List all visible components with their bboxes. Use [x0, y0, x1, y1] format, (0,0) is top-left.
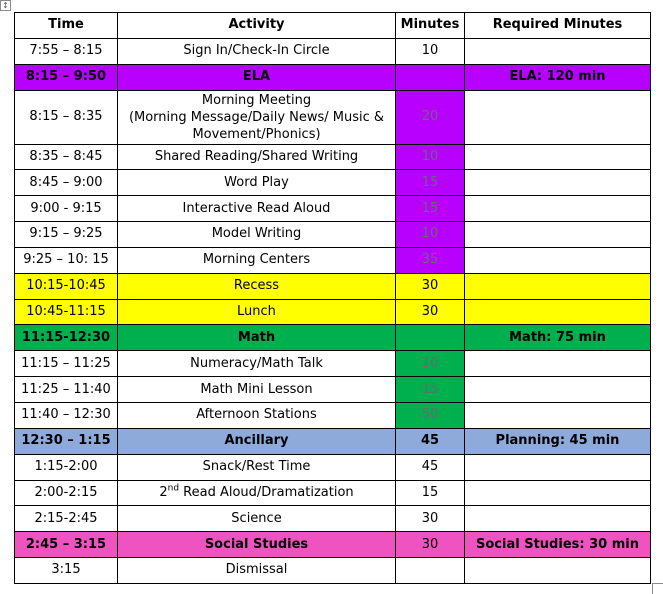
minutes-cell: 30 — [396, 299, 465, 325]
schedule-table — [14, 12, 651, 584]
activity-cell: Sign In/Check-In Circle — [118, 38, 396, 64]
required-cell — [465, 273, 651, 299]
minutes-cell: 10 — [396, 222, 465, 248]
minutes-cell — [396, 325, 465, 351]
table-row — [15, 506, 651, 532]
required-cell: Math: 75 min — [465, 325, 651, 351]
minutes-cell: 10 — [396, 144, 465, 170]
time-cell: 9:15 – 9:25 — [15, 222, 118, 248]
time-cell: 7:55 – 8:15 — [15, 38, 118, 64]
activity-cell: Afternoon Stations — [118, 402, 396, 428]
activity-cell: Science — [118, 506, 396, 532]
required-cell — [465, 247, 651, 273]
activity-cell: Morning Centers — [118, 247, 396, 273]
required-cell — [465, 454, 651, 480]
time-cell: 2:15-2:45 — [15, 506, 118, 532]
table-row — [15, 402, 651, 428]
activity-cell — [118, 480, 396, 506]
minutes-cell: 20 — [396, 90, 465, 144]
time-cell: 10:45-11:15 — [15, 299, 118, 325]
header-activity: Activity — [118, 13, 396, 39]
table-move-handle-icon[interactable]: ↕ — [0, 0, 11, 11]
header-minutes: Minutes — [396, 13, 465, 39]
time-cell: 9:00 - 9:15 — [15, 196, 118, 222]
table-row — [15, 144, 651, 170]
time-cell: 1:15-2:00 — [15, 454, 118, 480]
activity-cell: Recess — [118, 273, 396, 299]
required-cell — [465, 196, 651, 222]
activity-text: Read Aloud/Dramatization — [183, 484, 354, 500]
time-cell: 2:00-2:15 — [15, 480, 118, 506]
minutes-cell: 30 — [396, 532, 465, 558]
activity-cell: Model Writing — [118, 222, 396, 248]
required-cell: Planning: 45 min — [465, 428, 651, 454]
minutes-cell: 15 — [396, 377, 465, 403]
minutes-cell: 45 — [396, 428, 465, 454]
minutes-cell — [396, 558, 465, 584]
table-row — [15, 170, 651, 196]
activity-cell: Numeracy/Math Talk — [118, 351, 396, 377]
time-cell: 11:25 – 11:40 — [15, 377, 118, 403]
minutes-cell: 15 — [396, 480, 465, 506]
time-cell: 8:15 – 8:35 — [15, 90, 118, 144]
header-required: Required Minutes — [465, 13, 651, 39]
activity-cell: Shared Reading/Shared Writing — [118, 144, 396, 170]
section-row-ela — [15, 64, 651, 90]
activity-cell: ELA — [118, 64, 396, 90]
required-cell — [465, 351, 651, 377]
table-row — [15, 196, 651, 222]
time-cell: 9:25 – 10: 15 — [15, 247, 118, 273]
table-row — [15, 273, 651, 299]
required-cell — [465, 558, 651, 584]
table-row — [15, 351, 651, 377]
required-cell — [465, 38, 651, 64]
section-row-math — [15, 325, 651, 351]
time-cell: 8:35 – 8:45 — [15, 144, 118, 170]
minutes-cell: 50 — [396, 402, 465, 428]
time-cell: 11:15 – 11:25 — [15, 351, 118, 377]
activity-cell: Lunch — [118, 299, 396, 325]
required-cell — [465, 170, 651, 196]
required-cell: ELA: 120 min — [465, 64, 651, 90]
table-resize-handle[interactable] — [652, 583, 663, 594]
activity-cell: Math Mini Lesson — [118, 377, 396, 403]
table-row — [15, 377, 651, 403]
activity-cell: Math — [118, 325, 396, 351]
time-cell: 11:40 – 12:30 — [15, 402, 118, 428]
minutes-cell: 10 — [396, 38, 465, 64]
section-row-social-studies — [15, 532, 651, 558]
required-cell — [465, 506, 651, 532]
minutes-cell: 10 — [396, 351, 465, 377]
minutes-cell: 15 — [396, 196, 465, 222]
table-row — [15, 558, 651, 584]
required-cell — [465, 222, 651, 248]
header-time: Time — [15, 13, 118, 39]
activity-cell: Social Studies — [118, 532, 396, 558]
minutes-cell: 30 — [396, 506, 465, 532]
time-cell: 8:15 – 9:50 — [15, 64, 118, 90]
required-cell — [465, 377, 651, 403]
time-cell: 11:15-12:30 — [15, 325, 118, 351]
time-cell: 3:15 — [15, 558, 118, 584]
time-cell: 12:30 – 1:15 — [15, 428, 118, 454]
minutes-cell: 30 — [396, 273, 465, 299]
required-cell — [465, 402, 651, 428]
time-cell: 10:15-10:45 — [15, 273, 118, 299]
activity-cell: Dismissal — [118, 558, 396, 584]
table-row — [15, 90, 651, 144]
activity-cell: Snack/Rest Time — [118, 454, 396, 480]
header-row — [15, 13, 651, 39]
table-row — [15, 247, 651, 273]
required-cell: Social Studies: 30 min — [465, 532, 651, 558]
activity-cell: Ancillary — [118, 428, 396, 454]
required-cell — [465, 480, 651, 506]
activity-cell: Word Play — [118, 170, 396, 196]
table-row — [15, 299, 651, 325]
table-row — [15, 222, 651, 248]
table-row — [15, 38, 651, 64]
activity-cell: Interactive Read Aloud — [118, 196, 396, 222]
activity-ordinal-suffix: nd — [167, 483, 180, 494]
required-cell — [465, 90, 651, 144]
minutes-cell — [396, 64, 465, 90]
required-cell — [465, 144, 651, 170]
activity-cell: Morning Meeting (Morning Message/Daily News/ Music & Movement/Phonics) — [118, 90, 396, 144]
time-cell: 8:45 – 9:00 — [15, 170, 118, 196]
minutes-cell: 35 — [396, 247, 465, 273]
table-row — [15, 454, 651, 480]
time-cell: 2:45 – 3:15 — [15, 532, 118, 558]
required-cell — [465, 299, 651, 325]
table-row — [15, 480, 651, 506]
activity-ordinal-number: 2 — [159, 484, 168, 500]
section-row-ancillary — [15, 428, 651, 454]
minutes-cell: 45 — [396, 454, 465, 480]
minutes-cell: 15 — [396, 170, 465, 196]
